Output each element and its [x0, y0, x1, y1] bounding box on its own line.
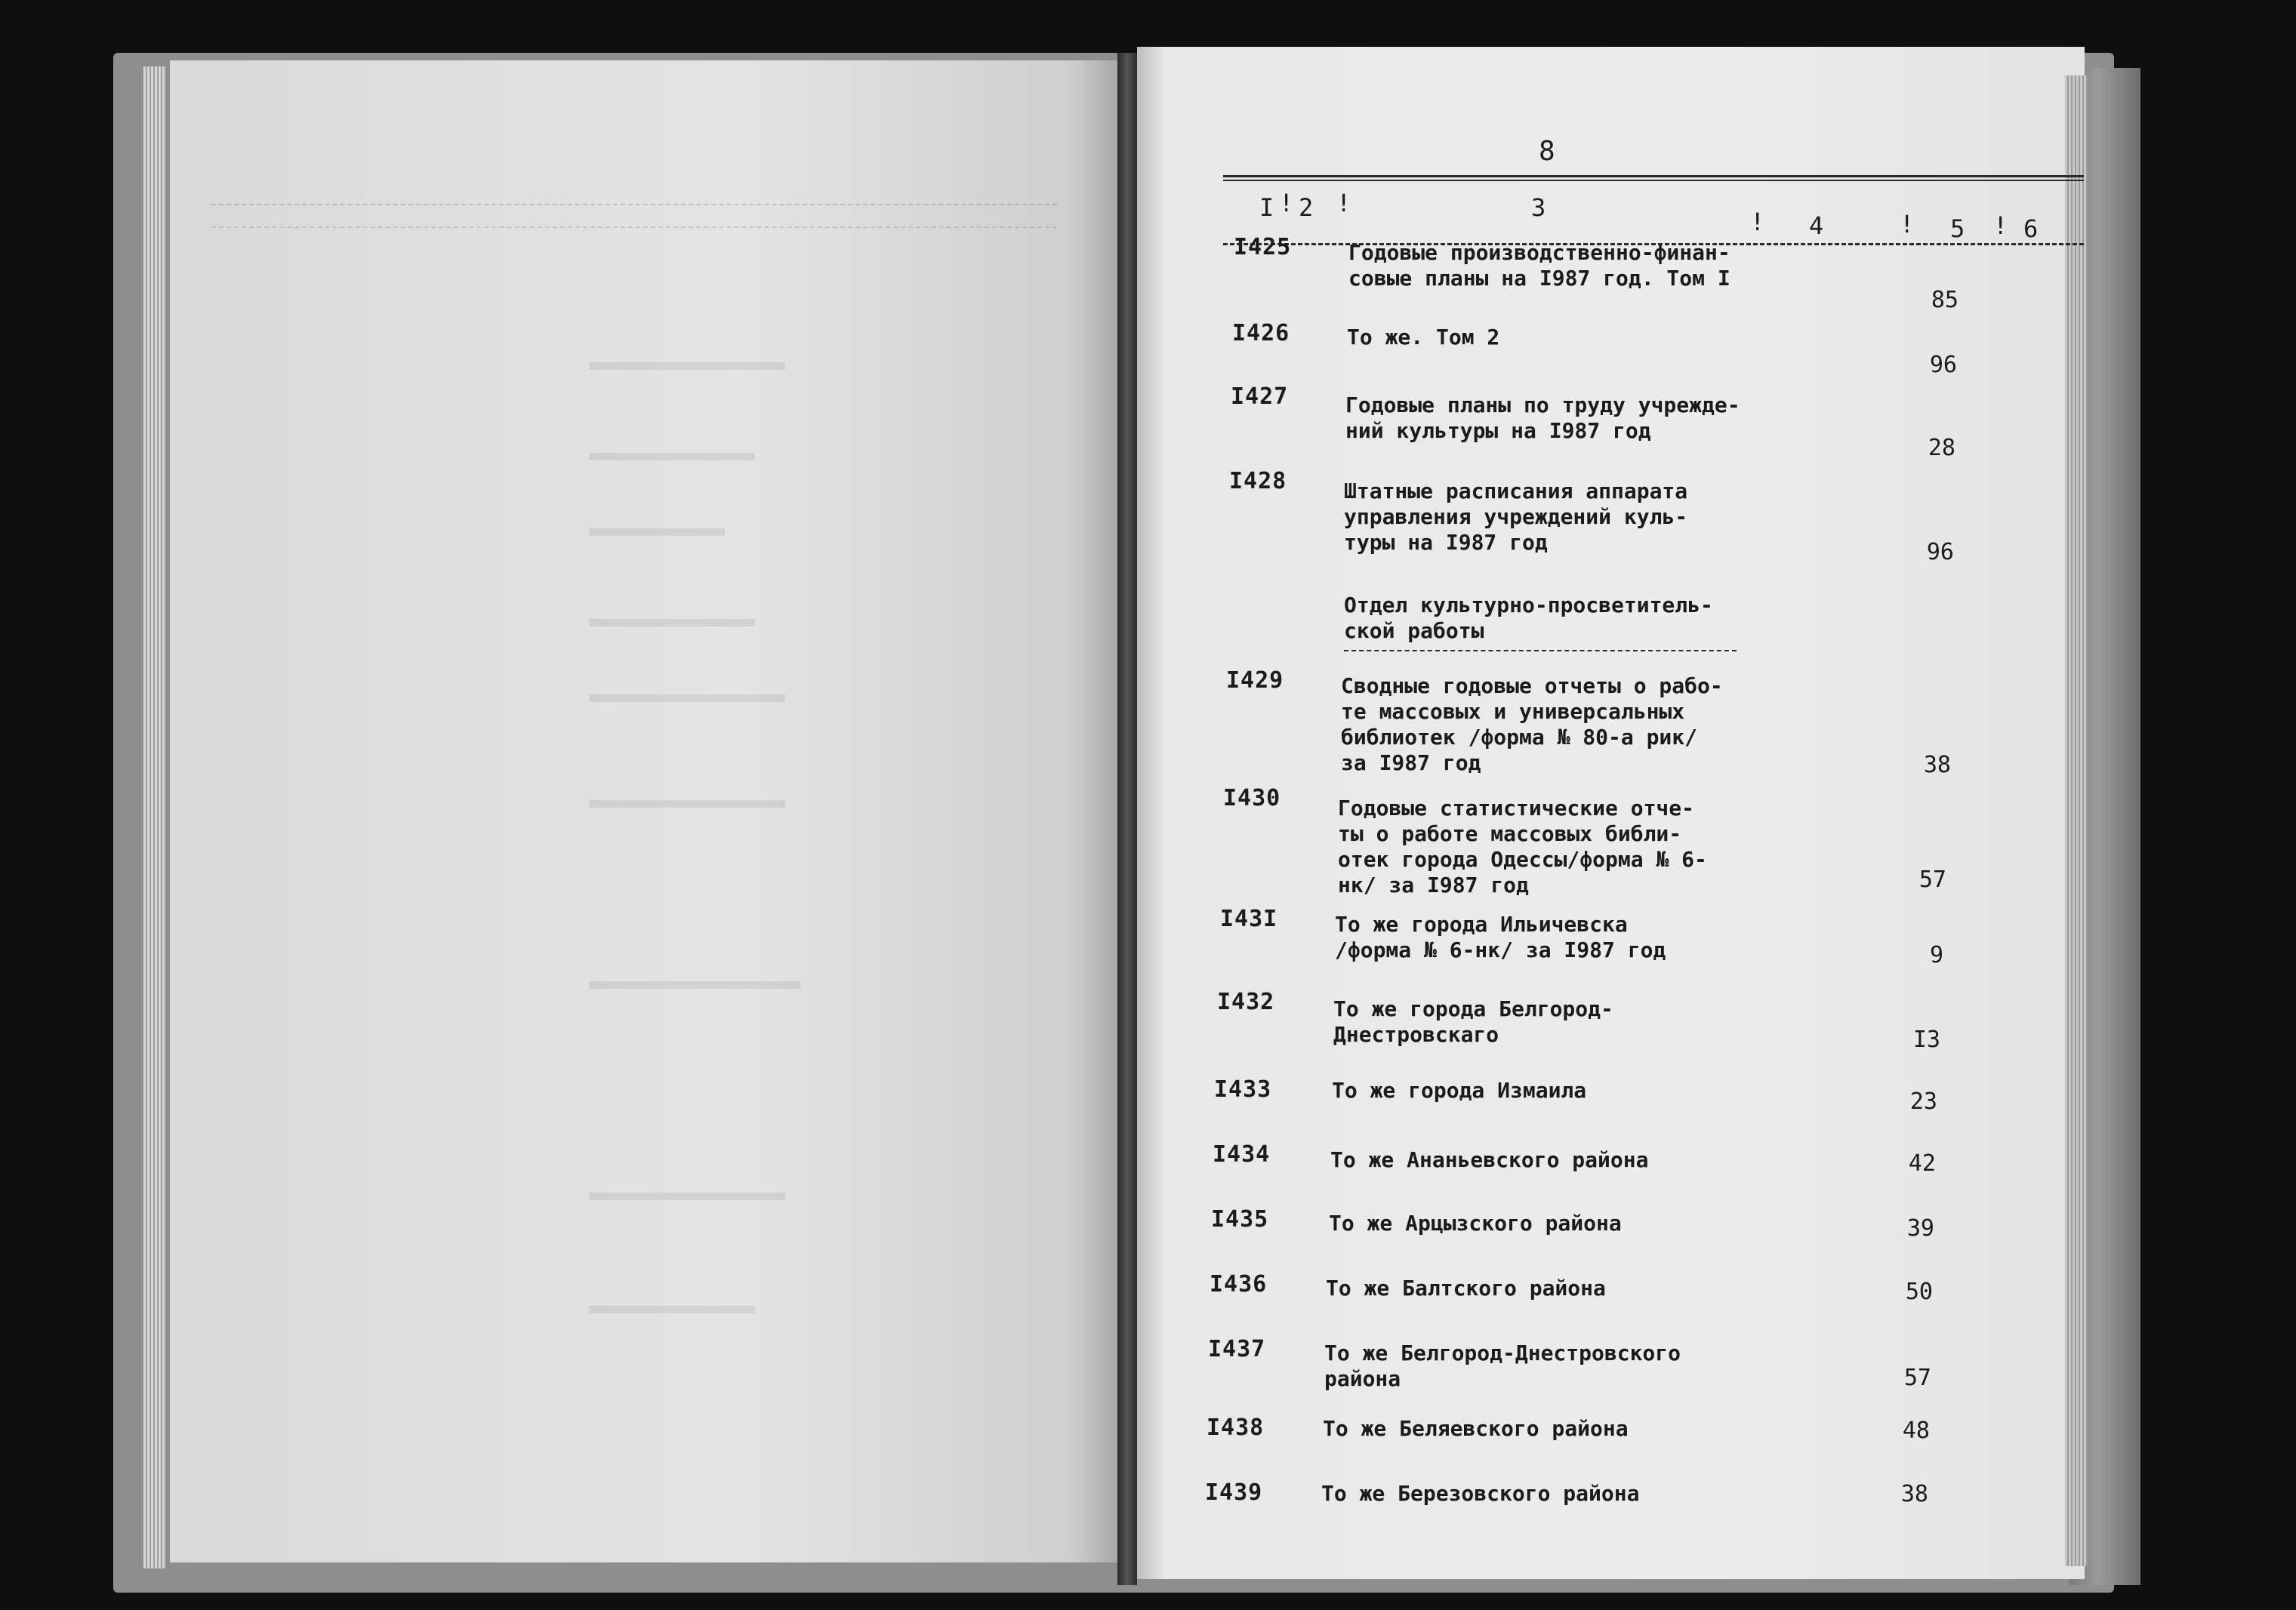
- column-header-6: 6: [2023, 214, 2039, 243]
- entry-number: I428: [1229, 468, 1287, 494]
- entry-number: I427: [1231, 383, 1289, 410]
- column-separator: !: [1993, 211, 2008, 240]
- section-heading: Отдел культурно-просветитель- ской работы: [1344, 593, 1737, 651]
- entry-title: Годовые статистические отче- ты о работе массовых библи- отек города Одессы/форма № 6- нк/ за I987 год: [1338, 796, 1707, 897]
- entry-title: То же города Ильичевска /форма № 6-нк/ за I987 год: [1335, 912, 1666, 962]
- entry-count: 9: [1929, 942, 1943, 968]
- entry-title: То же Белгород-Днестровского района: [1324, 1341, 1681, 1391]
- entry-title: Сводные годовые отчеты о рабо- те массовых и универсальных библиотек /форма № 80-а рик/ за I987 год: [1341, 673, 1723, 775]
- entry-count: 57: [1903, 1365, 1931, 1391]
- entry-number: I434: [1213, 1141, 1271, 1168]
- entry-count: 38: [1923, 752, 1951, 778]
- entry-title: Штатные расписания аппарата управления учреждений куль- туры на I987 год: [1344, 479, 1688, 555]
- entry-count: 38: [1900, 1481, 1928, 1507]
- entry-title: То же Арцызского района: [1329, 1211, 1622, 1236]
- entry-title: То же Ананьевского района: [1330, 1147, 1649, 1172]
- entry-number: I43I: [1220, 906, 1278, 932]
- column-separator: !: [1900, 210, 1915, 239]
- column-separator: !: [1750, 208, 1765, 236]
- entry-title: Годовые планы по труду учрежде- ний культуры на I987 год: [1345, 392, 1740, 443]
- entry-count: 23: [1909, 1088, 1937, 1115]
- entry-count: 28: [1928, 435, 1955, 461]
- entry-count: 50: [1905, 1279, 1933, 1305]
- entry-title: То же города Белгород- Днестровскаго: [1333, 996, 1613, 1047]
- entry-count: 39: [1906, 1215, 1934, 1242]
- column-separator: !: [1336, 189, 1351, 217]
- entry-number: I433: [1214, 1076, 1272, 1103]
- entry-title: То же Беляевского района: [1323, 1416, 1629, 1441]
- left-page-stack: [143, 66, 166, 1568]
- entry-count: 48: [1902, 1418, 1930, 1444]
- entry-number: I436: [1210, 1271, 1268, 1298]
- page-number: 8: [1539, 136, 1555, 167]
- entry-count: 57: [1918, 867, 1946, 893]
- entry-number: I425: [1234, 234, 1292, 260]
- entry-title: То же Балтского района: [1326, 1276, 1606, 1301]
- entry-number: I439: [1205, 1479, 1263, 1506]
- entry-count: 85: [1931, 287, 1959, 313]
- column-separator: !: [1279, 189, 1294, 217]
- entry-count: 42: [1908, 1150, 1936, 1177]
- entry-title: То же города Измаила: [1332, 1078, 1587, 1103]
- entry-title: Годовые производственно-финан- совые планы на I987 год. Том I: [1348, 240, 1730, 291]
- right-page-stack: [2065, 75, 2088, 1566]
- entry-count: I3: [1912, 1027, 1940, 1053]
- entry-number: I429: [1226, 667, 1284, 694]
- entry-number: I435: [1211, 1206, 1269, 1233]
- entry-title: То же. Том 2: [1347, 325, 1500, 349]
- entry-title: То же Березовского района: [1321, 1481, 1640, 1506]
- entry-count: 96: [1926, 539, 1954, 565]
- column-header-5: 5: [1950, 214, 1965, 243]
- column-header-2: 2: [1299, 193, 1314, 222]
- header-rule-top-2: [1223, 180, 2084, 181]
- book-gutter: [1117, 53, 1137, 1585]
- header-rule-top: [1223, 175, 2084, 177]
- column-header-4: 4: [1809, 211, 1824, 240]
- entry-number: I430: [1223, 785, 1281, 811]
- entry-count: 96: [1929, 352, 1957, 378]
- entry-number: I432: [1217, 989, 1275, 1015]
- entry-number: I426: [1232, 320, 1290, 346]
- left-page: [170, 60, 1117, 1562]
- entry-number: I438: [1207, 1415, 1265, 1441]
- column-header-3: 3: [1531, 193, 1546, 222]
- column-header-1: I: [1259, 193, 1274, 222]
- entry-number: I437: [1208, 1336, 1266, 1362]
